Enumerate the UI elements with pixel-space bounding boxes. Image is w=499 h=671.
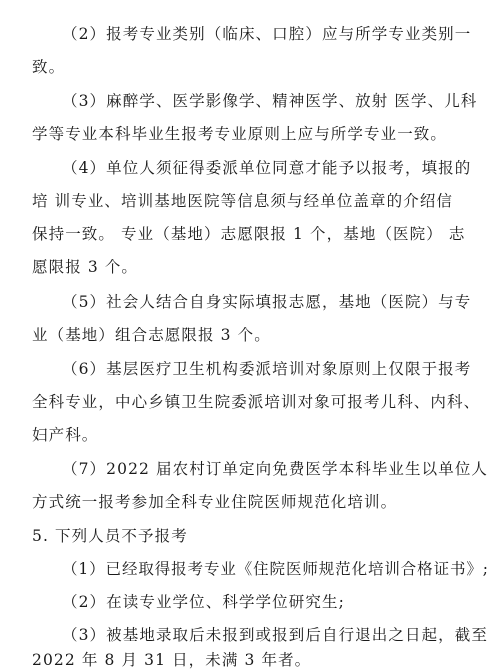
paragraph-7-line-2: 方式统一报考参加全科专业住院医师规范化培训。 — [32, 493, 398, 511]
paragraph-5-line-1: （5）社会人结合自身实际填报志愿，基地（医院）与专 — [62, 293, 472, 311]
paragraph-4-line-4: 愿限报 3 个。 — [32, 258, 139, 276]
paragraph-3-line-2: 学等专业本科毕业生报考专业原则上应与所学专业一致。 — [32, 125, 448, 143]
section-5-heading: 5. 下列人员不予报考 — [32, 527, 188, 545]
paragraph-2-line-1: （2）报考专业类别（临床、口腔）应与所学专业类别一 — [62, 25, 472, 43]
paragraph-3-line-1: （3）麻醉学、医学影像学、精神医学、放射 医学、儿科 — [62, 92, 478, 110]
paragraph-4-line-2: 培 训专业、培训基地医院等信息须与经单位盖章的介绍信 — [32, 192, 454, 210]
paragraph-6-line-3: 妇产科。 — [32, 426, 99, 444]
paragraph-7-line-1: （7）2022 届农村订单定向免费医学本科毕业生以单位人 — [62, 460, 489, 478]
paragraph-6-line-2: 全科专业，中心乡镇卫生院委派培训对象可报考儿科、内科、 — [32, 393, 481, 411]
paragraph-2-line-2: 致。 — [32, 58, 66, 76]
paragraph-4-line-3: 保持一致。 专业（基地）志愿限报 1 个，基地（医院） 志 — [32, 225, 466, 243]
paragraph-5-line-2: 业（基地）组合志愿限报 3 个。 — [32, 326, 271, 344]
paragraph-6-line-1: （6）基层医疗卫生机构委派培训对象原则上仅限于报考 — [62, 360, 472, 378]
exclusion-3-line-1: （3）被基地录取后未报到或报到后自行退出之日起，截至 — [62, 626, 488, 644]
exclusion-3-line-2: 2022 年 8 月 31 日，未满 3 年者。 — [32, 651, 312, 669]
exclusion-1: （1）已经取得报考专业《住院医师规范化培训合格证书》; — [62, 560, 489, 578]
exclusion-2: （2）在读专业学位、科学学位研究生; — [62, 593, 345, 611]
paragraph-4-line-1: （4）单位人须征得委派单位同意才能予以报考，填报的 — [62, 159, 472, 177]
